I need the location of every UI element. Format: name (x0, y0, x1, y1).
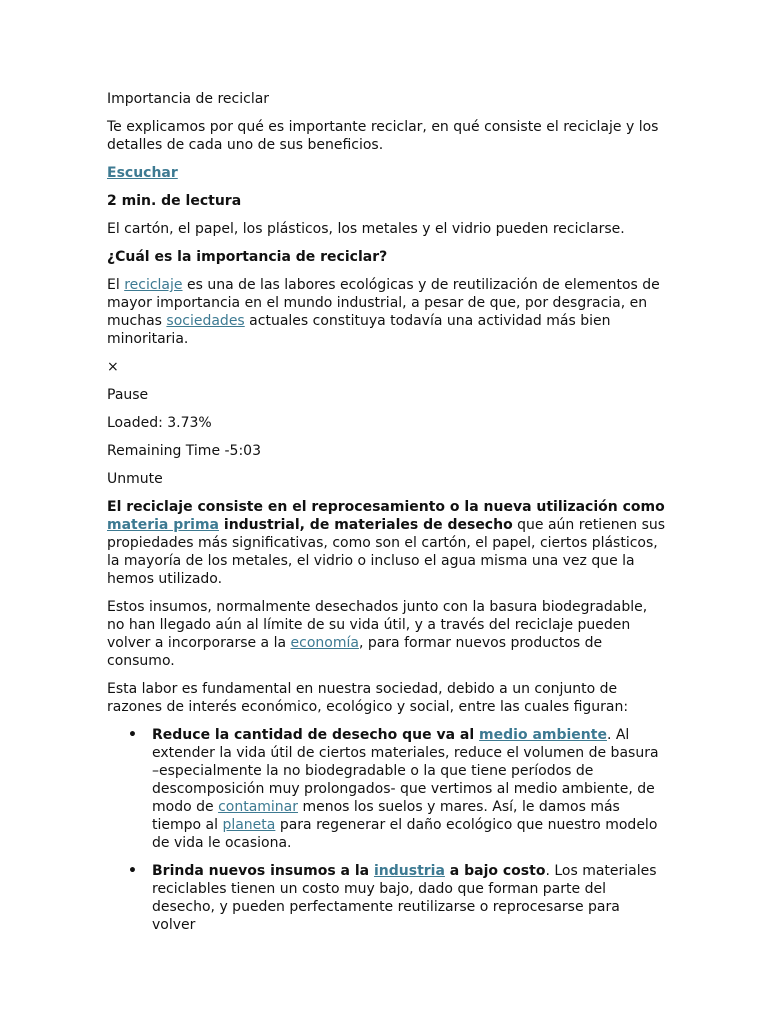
link-materia-prima[interactable]: materia prima (107, 517, 220, 533)
text-run: menos los suelos y mares. Así, le damos más tiempo al (152, 799, 620, 833)
listen-row (107, 164, 667, 182)
image-caption: El cartón, el papel, los plásticos, los metales y el vidrio pueden reciclarse. (107, 221, 625, 237)
bullet-icon: • (128, 727, 137, 743)
page-title: Importancia de reciclar (107, 91, 270, 107)
link-sociedades[interactable]: sociedades (166, 313, 245, 329)
list-item (128, 726, 667, 852)
text-run: para regenerar el daño ecológico que nuestro modelo de vida le ocasiona. (152, 817, 658, 851)
text-run: es una de las labores ecológicas y de reutilización de elementos de mayor importancia en el mundo industrial, a pesar de que, por desgracia, en muchas (107, 277, 660, 329)
player-close-button[interactable]: × (107, 359, 119, 375)
paragraph-intro (107, 276, 667, 348)
list-item (128, 862, 667, 934)
text-run: El (107, 277, 125, 293)
article-body (107, 90, 667, 944)
paragraph-reasons: Esta labor es fundamental en nuestra sociedad, debido a un conjunto de razones de interés económico, ecológico y social, entre las cuales figuran: (107, 681, 629, 715)
link-economia[interactable]: economía (290, 635, 359, 651)
text-run: actuales constituya todavía una actividad más bien minoritaria. (107, 313, 611, 347)
bold-run: Reduce la cantidad de desecho que va al (152, 727, 480, 743)
section-heading: ¿Cuál es la importancia de reciclar? (107, 249, 388, 265)
text-run: que aún retienen sus propiedades más significativas, como son el cartón, el papel, ciertos plásticos, la mayoría de los metales, el vidrio o incluso el agua misma una vez que la hemos utilizado. (107, 517, 666, 587)
player-pause-button[interactable]: Pause (107, 387, 149, 403)
text-run: , para formar nuevos productos de consumo. (107, 635, 603, 669)
text-run: Estos insumos, normalmente desechados junto con la basura biodegradable, no han llegado aún al límite de su vida útil, y a través del reciclaje pueden volver a incorporarse a la (107, 599, 648, 651)
link-planeta[interactable]: planeta (222, 817, 276, 833)
bold-run: industrial, de materiales de desecho (219, 517, 513, 533)
paragraph-definition (107, 498, 667, 588)
text-run: . Al extender la vida útil de ciertos materiales, reduce el volumen de basura –especialmente la no biodegradable o la que tiene períodos de descomposición muy prolongados- que vertimos al medio ambiente, de modo de (152, 727, 659, 815)
listen-link[interactable]: Escuchar (107, 165, 178, 181)
bold-run: Brinda nuevos insumos a la (152, 863, 374, 879)
link-medio-ambiente[interactable]: medio ambiente (479, 727, 607, 743)
text-run: . Los materiales reciclables tienen un costo muy bajo, dado que forman parte del desecho, y pueden perfectamente reutilizarse o reprocesarse para volver (152, 863, 657, 933)
link-contaminar[interactable]: contaminar (218, 799, 299, 815)
read-time: 2 min. de lectura (107, 193, 242, 209)
benefits-list (107, 726, 667, 934)
player-loaded-status: Loaded: 3.73% (107, 415, 212, 431)
bold-run: a bajo costo (444, 863, 546, 879)
bold-run: El reciclaje consiste en el reprocesamiento o la nueva utilización como (107, 499, 665, 515)
bullet-icon: • (128, 863, 137, 879)
link-reciclaje[interactable]: reciclaje (124, 277, 183, 293)
player-remaining-time: Remaining Time -5:03 (107, 443, 261, 459)
article-summary: Te explicamos por qué es importante reciclar, en qué consiste el reciclaje y los detalles de cada uno de sus beneficios. (107, 119, 659, 153)
paragraph-inputs (107, 598, 667, 670)
link-industria[interactable]: industria (373, 863, 445, 879)
player-unmute-button[interactable]: Unmute (107, 471, 163, 487)
